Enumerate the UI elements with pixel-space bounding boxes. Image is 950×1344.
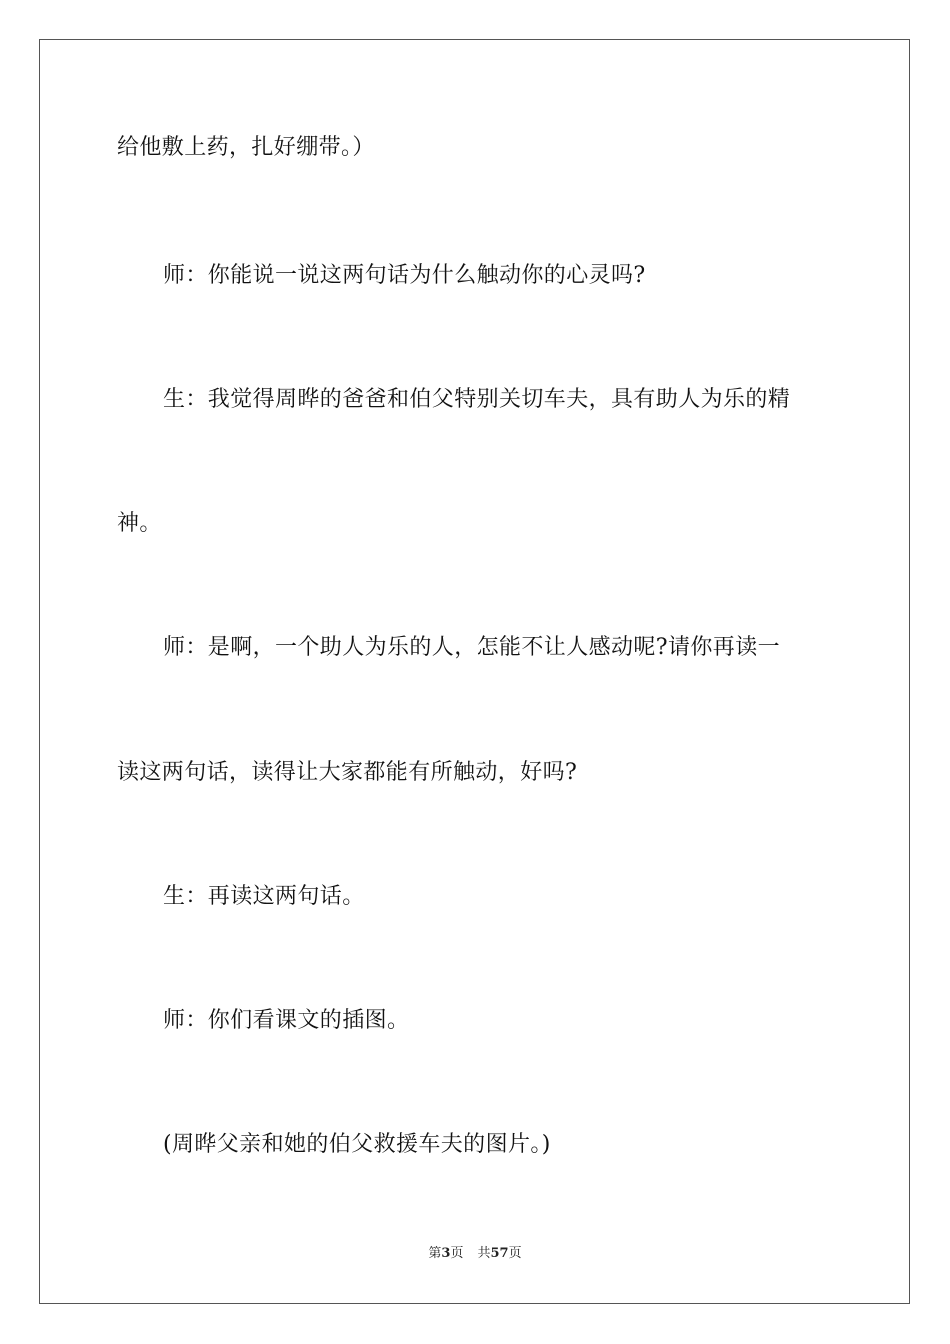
text-line-9: (周晔父亲和她的伯父救援车夫的图片。): [163, 1132, 551, 1157]
page-border: [39, 39, 910, 1304]
page-prefix: 第: [428, 1246, 442, 1261]
text-line-4: 神。: [117, 511, 162, 536]
page-number: 3: [441, 1246, 451, 1261]
text-line-7: 生：再读这两句话。: [163, 884, 365, 909]
text-line-1: 给他敷上药，扎好绷带。）: [117, 135, 375, 160]
text-line-2: 师：你能说一说这两句话为什么触动你的心灵吗?: [163, 263, 646, 288]
page-suffix: 页: [450, 1246, 464, 1261]
page-footer: [0, 1245, 950, 1263]
total-prefix: 共: [477, 1246, 491, 1261]
text-line-3: 生：我觉得周晔的爸爸和伯父特别关切车夫，具有助人为乐的精: [163, 387, 791, 412]
text-line-6: 读这两句话，读得让大家都能有所触动，好吗?: [117, 760, 578, 785]
total-pages: 57: [490, 1246, 509, 1261]
total-suffix: 页: [508, 1246, 522, 1261]
text-line-8: 师：你们看课文的插图。: [163, 1008, 410, 1033]
text-line-5: 师：是啊，一个助人为乐的人，怎能不让人感动呢?请你再读一: [163, 635, 780, 660]
